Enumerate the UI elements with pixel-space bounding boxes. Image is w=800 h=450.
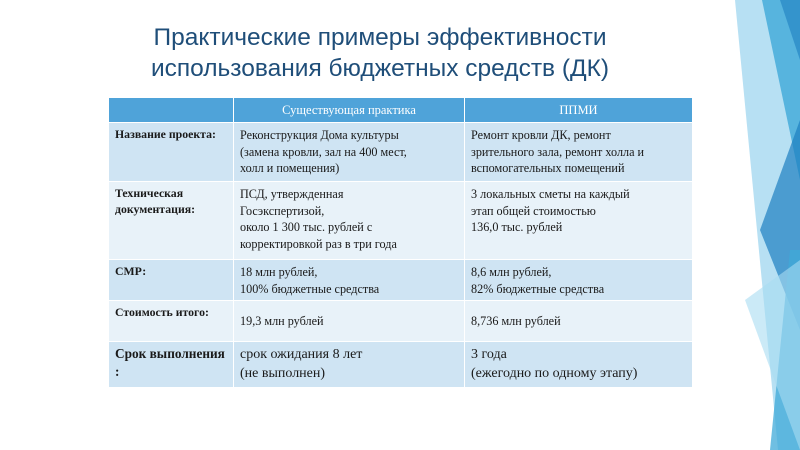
row-label: Техническая документация: [109,182,234,260]
cell-line: 3 локальных сметы на каждый [471,187,630,201]
cell-existing [234,182,465,260]
cell-existing [234,301,465,342]
cell-line: ПСД, утвержденная [240,187,344,201]
header-ppmi: ППМИ [465,98,693,123]
cell-existing [234,342,465,388]
row-label: Название проекта: [109,123,234,182]
cell-line: около 1 300 тыс. рублей с [240,220,373,234]
table-row [109,123,693,182]
cell-line: 100% бюджетные средства [240,281,380,296]
cell-line: 8,6 млн рублей, [471,265,552,279]
cell-line: Ремонт кровли ДК, ремонт [471,128,611,142]
cell-ppmi [465,301,693,342]
table-row [109,260,693,301]
cell-line: Реконструкция Дома культуры [240,128,399,142]
cell-line: 18 млн рублей, [240,265,318,279]
table-row [109,301,693,342]
row-label: Стоимость итого: [109,301,234,342]
slide-title-line-1: Практические примеры эффективности [153,24,607,51]
cell-line: 19,3 млн рублей [240,314,324,329]
slide-title [120,22,640,84]
cell-line: 82% бюджетные средства [471,281,605,296]
header-existing-practice: Существующая практика [234,98,465,123]
cell-line: вспомогательных помещений [471,161,625,175]
cell-line: (ежегодно по одному этапу) [471,366,638,381]
cell-ppmi [465,182,693,260]
cell-line: Госэкспертизой, [240,203,325,218]
cell-line: (не выполнен) [240,366,326,381]
cell-line: 8,736 млн рублей [471,314,561,329]
cell-ppmi [465,123,693,182]
table-row [109,342,693,388]
table-row [109,182,693,260]
cell-line: холл и помещения) [240,161,340,175]
cell-existing [234,123,465,182]
cell-existing [234,260,465,301]
row-label: СМР: [109,260,234,301]
slide-title-line-2: использования бюджетных средств (ДК) [150,55,610,82]
header-empty-cell [109,98,234,123]
cell-line: зрительного зала, ремонт холла и [471,144,645,159]
row-label: Срок выполнения : [109,342,234,388]
cell-line: корректировкой раз в три года [240,236,397,251]
cell-line: срок ожидания 8 лет [240,347,363,362]
cell-line: 3 года [471,347,507,362]
cell-ppmi [465,260,693,301]
comparison-table [108,97,693,388]
table-header-row [109,98,693,123]
cell-line: (замена кровли, зал на 400 мест, [240,144,407,159]
cell-line: этап общей стоимостью [471,203,596,218]
cell-ppmi [465,342,693,388]
cell-line: 136,0 тыс. рублей [471,220,563,234]
